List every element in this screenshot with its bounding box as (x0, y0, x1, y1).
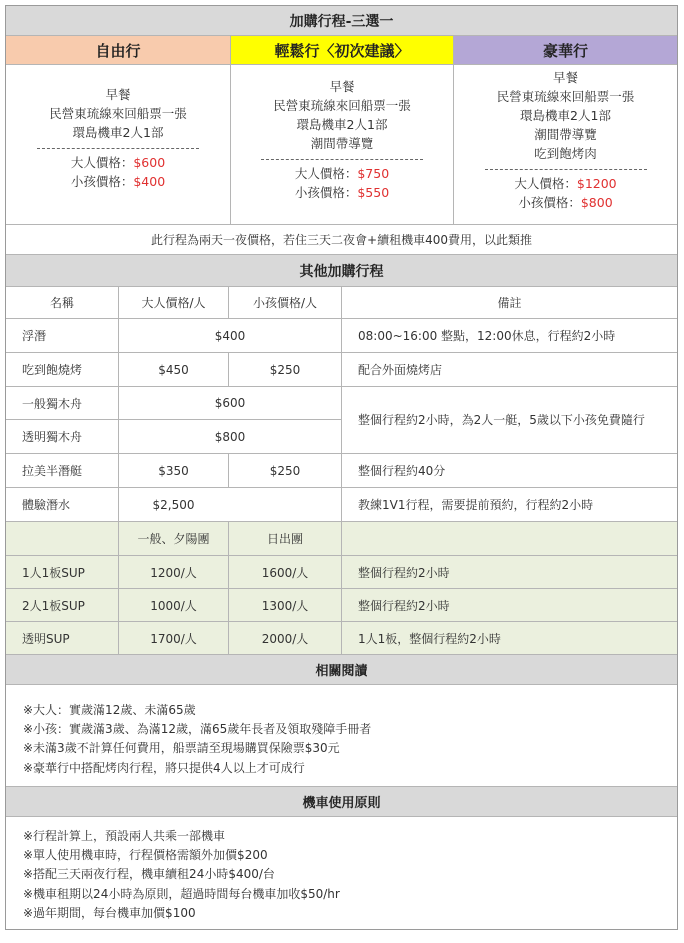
package-luxury-detail (453, 65, 677, 224)
other-section-title: 其他加購行程 (6, 255, 677, 287)
package-free-detail (6, 65, 230, 224)
row-name: 拉美半潛艇 (22, 464, 83, 478)
child-price: $400 (133, 174, 166, 189)
moto-rules (6, 817, 677, 929)
row-sunrise-price: 1300/人 (228, 589, 341, 621)
package-item: 民營東琉線來回船票一張 (496, 89, 635, 104)
header-child: 小孩價格/人 (228, 287, 341, 318)
table-row (6, 556, 677, 589)
package-item: 民營東琉線來回船票一張 (273, 98, 411, 113)
table-row (6, 420, 341, 453)
table-row (6, 622, 677, 655)
row-adult-price: $350 (118, 454, 228, 487)
related-note: ※大人：實歲滿12歲、未滿65歲 (23, 703, 196, 717)
package-item: 吃到飽烤肉 (534, 146, 597, 161)
related-section-title: 相關閱讀 (6, 655, 677, 685)
table-header-row (6, 287, 677, 319)
table-row (6, 589, 677, 622)
row-price: $800 (118, 420, 341, 453)
row-name: 透明獨木舟 (22, 430, 83, 444)
package-item: 民營東琉線來回船票一張 (49, 106, 187, 121)
row-child-price: $250 (228, 353, 341, 386)
adult-price: $600 (133, 155, 166, 170)
dashed-divider (37, 148, 199, 149)
package-easy-detail (230, 65, 453, 224)
row-remark: 08:00~16:00 整點，12:00休息，行程約2小時 (341, 319, 677, 352)
sup-header-row (6, 522, 677, 556)
row-name: 透明SUP (22, 631, 70, 646)
canoe-remark: 整個行程約2小時，為2人一艇，5歲以下小孩免費隨行 (341, 387, 677, 453)
moto-rule: ※搭配三天兩夜行程，機車續租24小時$400/台 (23, 867, 275, 882)
row-remark: 整個行程約2小時 (341, 556, 677, 588)
dashed-divider (485, 169, 647, 170)
adult-price-line: 大人價格：$750 (294, 166, 390, 181)
package-item: 環島機車2人1部 (296, 117, 388, 132)
row-name: 體驗潛水 (22, 498, 71, 512)
dashed-divider (261, 159, 423, 160)
child-price-line: 小孩價格：$800 (518, 195, 613, 210)
row-normal-price: 1700/人 (118, 622, 228, 654)
child-price-line: 小孩價格：$400 (70, 174, 166, 189)
table-row (6, 454, 677, 488)
table-row (6, 319, 677, 353)
header-remark: 備註 (341, 287, 677, 318)
sup-header-sunrise: 日出團 (228, 522, 341, 555)
row-price: $600 (118, 387, 341, 419)
related-note: ※未滿3歲不計算任何費用，船票請至現場購買保險票$30元 (23, 741, 340, 756)
related-notes (6, 685, 677, 787)
row-price: $2,500 (118, 488, 228, 521)
package-item: 環島機車2人1部 (520, 108, 611, 123)
child-price: $550 (357, 185, 390, 200)
adult-price-line: 大人價格：$600 (70, 155, 166, 170)
related-note: ※小孩：實歲滿3歲、為滿12歲，滿65歲年長者及領取殘障手冊者 (23, 722, 372, 737)
related-note: ※豪華行中搭配烤肉行程，將只提供4人以上才可成行 (23, 760, 305, 775)
row-remark: 整個行程約2小時 (341, 589, 677, 621)
row-name: 1人1板SUP (22, 565, 85, 580)
package-easy-title: 輕鬆行〈初次建議〉 (230, 36, 453, 64)
package-item: 早餐 (552, 70, 578, 85)
package-item: 早餐 (105, 87, 131, 102)
row-sunrise-price: 2000/人 (228, 622, 341, 654)
package-note: 此行程為兩天一夜價格，若住三天二夜會+續租機車400費用，以此類推 (6, 225, 677, 255)
adult-price-line: 大人價格：$1200 (514, 176, 617, 191)
adult-price: $750 (357, 166, 390, 181)
child-price: $800 (580, 195, 613, 210)
row-name: 浮潛 (22, 329, 47, 343)
row-normal-price: 1000/人 (118, 589, 228, 621)
moto-rule: ※行程計算上，預設兩人共乘一部機車 (23, 829, 226, 843)
canoe-rows (6, 387, 677, 454)
package-header-row (6, 36, 677, 65)
sup-header-normal: 一般、夕陽團 (118, 522, 228, 555)
row-child-price: $250 (228, 454, 341, 487)
price-sheet (5, 5, 678, 930)
package-item: 環島機車2人1部 (72, 125, 164, 140)
moto-rule: ※過年期間，每台機車加價$100 (23, 905, 196, 920)
moto-rule: ※機車租期以24小時為原則，超過時間每台機車加收$50/hr (23, 886, 340, 901)
table-row (6, 353, 677, 387)
adult-price: $1200 (576, 176, 617, 191)
package-item: 早餐 (329, 79, 355, 94)
row-remark: 整個行程約40分 (341, 454, 677, 487)
sheet-title: 加購行程-三選一 (6, 6, 677, 36)
row-sunrise-price: 1600/人 (228, 556, 341, 588)
package-luxury-title: 豪華行 (453, 36, 677, 64)
package-free-title: 自由行 (6, 36, 230, 64)
row-remark: 配合外面燒烤店 (341, 353, 677, 386)
row-price: $400 (118, 319, 341, 352)
row-name: 2人1板SUP (22, 598, 85, 613)
table-row (6, 387, 341, 420)
package-item: 潮間帶導覽 (534, 127, 597, 142)
row-remark: 教練1V1行程，需要提前預約，行程約2小時 (341, 488, 677, 521)
row-name: 一般獨木舟 (22, 396, 83, 411)
table-row (6, 488, 677, 522)
moto-section-title: 機車使用原則 (6, 787, 677, 817)
row-adult-price: $450 (118, 353, 228, 386)
package-detail-row (6, 65, 677, 225)
child-price-line: 小孩價格：$550 (294, 185, 390, 200)
header-name: 名稱 (49, 296, 74, 310)
header-adult: 大人價格/人 (118, 287, 228, 318)
package-item: 潮間帶導覽 (310, 136, 374, 151)
row-normal-price: 1200/人 (118, 556, 228, 588)
row-name: 吃到飽燒烤 (22, 363, 83, 377)
moto-rule: ※單人使用機車時，行程價格需額外加價$200 (23, 848, 268, 863)
row-remark: 1人1板，整個行程約2小時 (341, 622, 677, 654)
